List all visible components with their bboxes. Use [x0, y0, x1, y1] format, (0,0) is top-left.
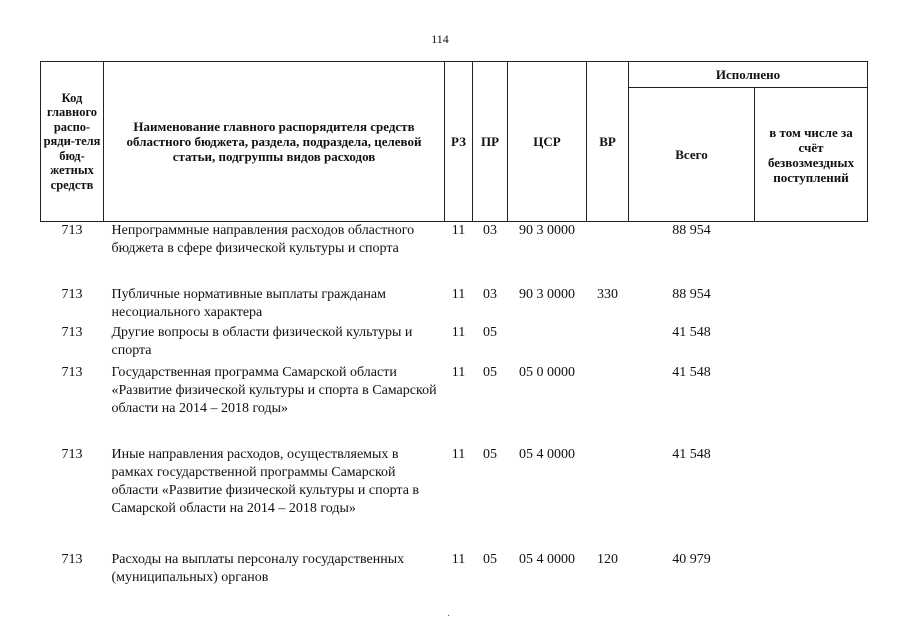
cell-csr: 05 4 0000	[519, 446, 575, 462]
budget-table	[40, 61, 868, 591]
cell-pr: 03	[483, 286, 497, 302]
table-header	[41, 62, 868, 222]
cell-csr: 05 0 0000	[519, 364, 575, 380]
cell-free	[755, 324, 868, 364]
cell-code: 713	[61, 364, 83, 380]
header-vr: ВР	[587, 62, 629, 222]
cell-code: 713	[61, 324, 83, 340]
cell-name: Государственная программа Самарской области «Развитие физической культуры и спорта в Самарской области на 2014 – 2018 годы»	[111, 364, 437, 416]
cell-name: Непрограммные направления расходов областного бюджета в сфере физической культуры и спорта	[111, 223, 415, 256]
cell-code: 713	[61, 286, 83, 302]
cell-rz: 11	[451, 551, 466, 567]
cell-rz: 11	[451, 324, 466, 340]
cell-name: Расходы на выплаты персоналу государственных (муниципальных) органов	[111, 551, 405, 585]
cell-free	[755, 364, 868, 446]
cell-code: 713	[61, 223, 83, 238]
cell-total: 41 548	[672, 324, 711, 340]
header-rz: РЗ	[445, 62, 473, 222]
cell-rz: 11	[451, 286, 466, 302]
cell-total: 40 979	[672, 551, 711, 567]
cell-vr	[587, 364, 629, 446]
cell-code: 713	[61, 551, 83, 567]
page-number: 114	[431, 32, 449, 46]
table-body	[41, 222, 868, 591]
cell-pr: 05	[483, 364, 497, 380]
cell-name: Иные направления расходов, осуществляемых в рамках государственной программы Самарской области «Развитие физической культуры и спорта в Самарской области на 2014 – 2018 годы»	[111, 446, 420, 516]
cell-code: 713	[61, 446, 83, 462]
cell-pr: 05	[483, 446, 497, 462]
cell-vr: 330	[597, 286, 618, 302]
cell-total: 88 954	[672, 223, 711, 238]
cell-csr: 05 4 0000	[519, 551, 575, 567]
cell-free	[755, 286, 868, 324]
header-total: Всего	[629, 88, 755, 222]
table-row	[41, 222, 868, 286]
cell-csr	[508, 324, 587, 364]
header-code: Код главного распо-ряди-теля бюд-жетных средств	[41, 62, 104, 222]
cell-csr: 90 3 0000	[519, 286, 575, 302]
header-pr: ПР	[473, 62, 508, 222]
scan-dot: ·	[447, 611, 451, 622]
cell-pr: 05	[483, 324, 497, 340]
cell-vr	[587, 446, 629, 551]
cell-free	[755, 551, 868, 591]
cell-vr	[587, 222, 629, 286]
cell-csr: 90 3 0000	[519, 223, 575, 238]
cell-rz: 11	[451, 223, 466, 238]
table-row	[41, 446, 868, 551]
table-row	[41, 286, 868, 324]
header-free: в том числе за счёт безвозмездных поступлений	[755, 88, 868, 222]
cell-vr	[587, 324, 629, 364]
cell-total: 88 954	[672, 286, 711, 302]
cell-rz: 11	[451, 364, 466, 380]
cell-rz: 11	[451, 446, 466, 462]
cell-total: 41 548	[672, 364, 711, 380]
cell-name: Другие вопросы в области физической культуры и спорта	[111, 324, 413, 358]
cell-pr: 03	[483, 223, 497, 238]
header-name: Наименование главного распорядителя средств областного бюджета, раздела, подраздела, целевой статьи, подгруппы видов расходов	[104, 62, 445, 222]
cell-pr: 05	[483, 551, 497, 567]
header-csr: ЦСР	[508, 62, 587, 222]
table-row	[41, 364, 868, 446]
cell-total: 41 548	[672, 446, 711, 462]
header-executed: Исполнено	[629, 62, 868, 88]
cell-name: Публичные нормативные выплаты гражданам несоциального характера	[111, 286, 386, 320]
cell-free	[755, 446, 868, 551]
table-row	[41, 551, 868, 591]
cell-free	[755, 222, 868, 286]
cell-vr: 120	[597, 551, 618, 567]
table-row	[41, 324, 868, 364]
